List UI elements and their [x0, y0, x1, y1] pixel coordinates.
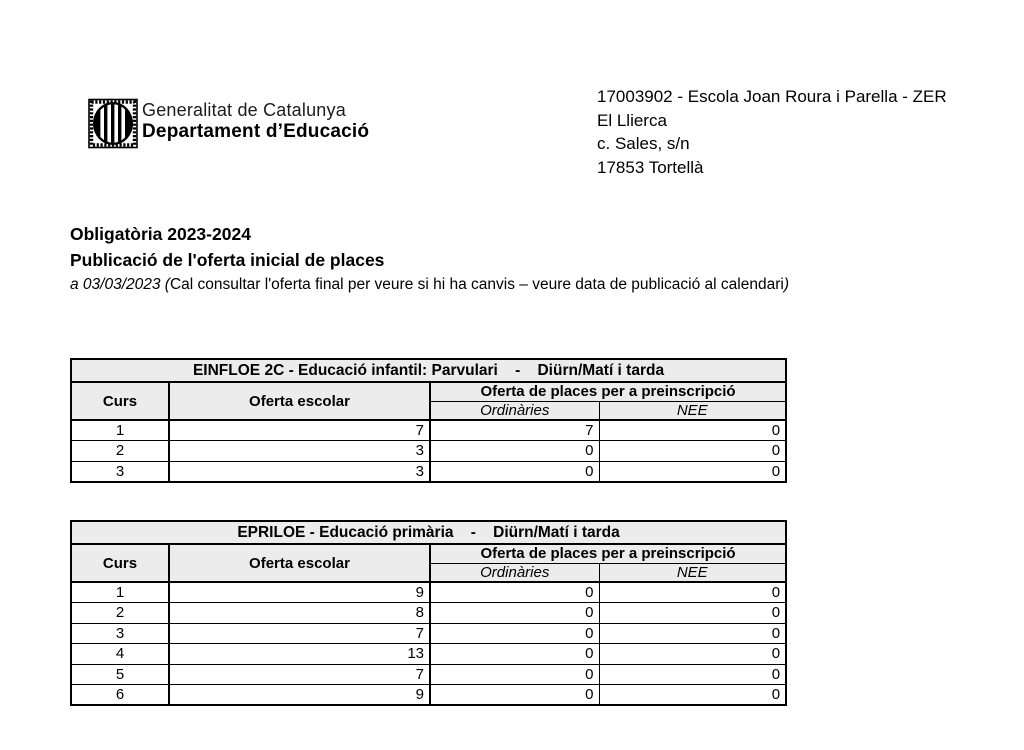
- school-name-continued: El Llierca: [597, 110, 667, 130]
- cell-ordinaries: 0: [430, 623, 599, 644]
- col-header-ordinaries: Ordinàries: [430, 401, 599, 420]
- cell-ordinaries: 0: [430, 685, 599, 706]
- cell-ordinaries: 0: [430, 664, 599, 685]
- cell-ordinaries: 0: [430, 644, 599, 665]
- col-header-curs: Curs: [71, 544, 169, 582]
- cell-oferta: 3: [169, 461, 430, 482]
- table-row: [71, 623, 786, 644]
- title-publication: Publicació de l'oferta inicial de places: [70, 250, 385, 270]
- cell-nee: 0: [599, 685, 786, 706]
- subtitle-date-note: [70, 276, 970, 294]
- cell-curs: 3: [71, 461, 169, 482]
- table-row: [71, 603, 786, 624]
- subtitle-close-paren: ): [783, 276, 789, 293]
- cell-oferta: 7: [169, 664, 430, 685]
- cell-nee: 0: [599, 461, 786, 482]
- school-street: c. Sales, s/n: [597, 134, 690, 153]
- cell-curs: 1: [71, 582, 169, 603]
- cell-ordinaries: 0: [430, 603, 599, 624]
- col-header-oferta-escolar: Oferta escolar: [169, 382, 430, 420]
- table-header-row: [71, 382, 786, 401]
- subtitle-date: a 03/03/2023 (: [70, 276, 170, 293]
- table-row: [71, 664, 786, 685]
- table-title-row: [71, 521, 786, 544]
- cell-curs: 2: [71, 603, 169, 624]
- col-header-ordinaries: Ordinàries: [430, 563, 599, 582]
- org-name-line1: Generalitat de Catalunya: [142, 100, 346, 120]
- table-title: EINFLOE 2C - Educació infantil: Parvulari - Diürn/Matí i tarda: [71, 359, 786, 382]
- cell-nee: 0: [599, 623, 786, 644]
- table-header-row: [71, 544, 786, 563]
- col-header-preinscripcio: Oferta de places per a preinscripció: [430, 382, 786, 401]
- cell-curs: 2: [71, 441, 169, 462]
- col-header-nee: NEE: [599, 401, 786, 420]
- org-name-block: [142, 100, 369, 143]
- table-row: [71, 420, 786, 441]
- table-einfloe-infantil: [70, 358, 786, 483]
- table-title-row: [71, 359, 786, 382]
- table-row: [71, 644, 786, 665]
- catalunya-coat-of-arms-icon: [88, 98, 138, 149]
- col-header-nee: NEE: [599, 563, 786, 582]
- table-title: EPRILOE - Educació primària - Diürn/Matí i tarda: [71, 521, 786, 544]
- cell-nee: 0: [599, 664, 786, 685]
- cell-nee: 0: [599, 441, 786, 462]
- school-code-name: 17003902 - Escola Joan Roura i Parella - ZER: [597, 87, 947, 106]
- cell-curs: 3: [71, 623, 169, 644]
- col-header-curs: Curs: [71, 382, 169, 420]
- cell-ordinaries: 7: [430, 420, 599, 441]
- table-row: [71, 461, 786, 482]
- table-row: [71, 582, 786, 603]
- cell-curs: 4: [71, 644, 169, 665]
- cell-nee: 0: [599, 420, 786, 441]
- cell-oferta: 9: [169, 685, 430, 706]
- table-row: [71, 441, 786, 462]
- table-eprilo-primaria: [70, 520, 786, 706]
- cell-oferta: 7: [169, 623, 430, 644]
- cell-oferta: 9: [169, 582, 430, 603]
- cell-oferta: 7: [169, 420, 430, 441]
- table-row: [71, 685, 786, 706]
- school-address-block: [597, 85, 997, 179]
- cell-oferta: 3: [169, 441, 430, 462]
- title-stage-year: Obligatòria 2023-2024: [70, 224, 251, 244]
- org-name-line2: Departament d’Educació: [142, 121, 370, 142]
- col-header-preinscripcio: Oferta de places per a preinscripció: [430, 544, 786, 563]
- school-city: 17853 Tortellà: [597, 157, 704, 177]
- cell-ordinaries: 0: [430, 441, 599, 462]
- cell-curs: 1: [71, 420, 169, 441]
- cell-ordinaries: 0: [430, 582, 599, 603]
- cell-nee: 0: [599, 603, 786, 624]
- cell-nee: 0: [599, 582, 786, 603]
- offer-table-primaria: [70, 520, 787, 706]
- cell-curs: 5: [71, 664, 169, 685]
- cell-oferta: 8: [169, 603, 430, 624]
- offer-table-infantil: [70, 358, 787, 483]
- cell-oferta: 13: [169, 644, 430, 665]
- col-header-oferta-escolar: Oferta escolar: [169, 544, 430, 582]
- generalitat-logo: [88, 98, 138, 149]
- cell-curs: 6: [71, 685, 169, 706]
- cell-nee: 0: [599, 644, 786, 665]
- cell-ordinaries: 0: [430, 461, 599, 482]
- subtitle-note: Cal consultar l'oferta final per veure si hi ha canvis – veure data de publicació al calendari: [169, 276, 784, 293]
- document-titles: [70, 221, 970, 294]
